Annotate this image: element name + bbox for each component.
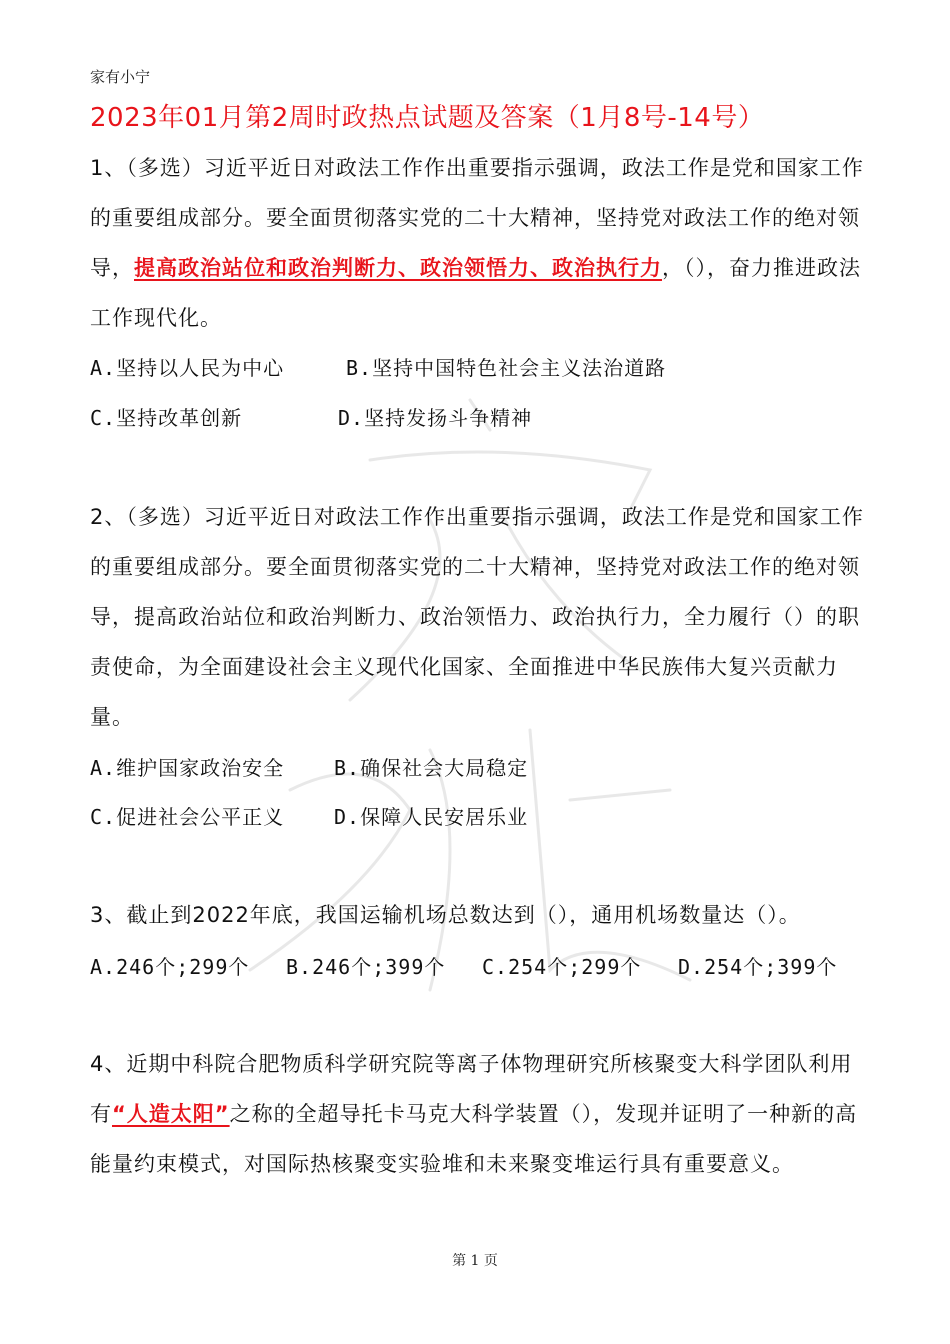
question-2-option-c[interactable]: C.促进社会公平正义 — [90, 805, 285, 829]
question-1-text-b: ，（），奋力推进政法工作现代化。 — [90, 256, 861, 330]
question-3-option-b[interactable]: B.246个;399个 — [286, 955, 446, 979]
question-4-text — [90, 1039, 870, 1189]
question-2-options-row-2 — [90, 801, 870, 830]
question-1-option-b[interactable]: B.坚持中国特色社会主义法治道路 — [346, 356, 667, 380]
question-2-text: 2、（多选）习近平近日对政法工作作出重要指示强调，政法工作是党和国家工作的重要组成部分。要全面贯彻落实党的二十大精神，坚持党对政法工作的绝对领导，提高政治站位和政治判断力、政治领悟力、政治执行力，全力履行（）的职责使命，为全面建设社会主义现代化国家、全面推进中华民族伟大复兴贡献力量。 — [90, 505, 864, 729]
question-3-option-d[interactable]: D.254个;399个 — [678, 955, 838, 979]
question-2-option-d[interactable]: D.保障人民安居乐业 — [334, 805, 529, 829]
question-1-text-a: 1、（多选）习近平近日对政法工作作出重要指示强调，政法工作是党和国家工作的重要组成部分。要全面贯彻落实党的二十大精神，坚持党对政法工作的绝对领导， — [90, 156, 864, 280]
question-1-option-c[interactable]: C.坚持改革创新 — [90, 406, 243, 430]
question-4-text-b: 之称的全超导托卡马克大科学装置（），发现并证明了一种新的高能量约束模式，对国际热核聚变实验堆和未来聚变堆运行具有重要意义。 — [90, 1102, 858, 1176]
question-4-text-a: 4、近期中科院合肥物质科学研究院等离子体物理研究所核聚变大科学团队利用有 — [90, 1052, 853, 1126]
question-2-option-b[interactable]: B.确保社会大局稳定 — [334, 756, 529, 780]
question-1-options-row-2 — [90, 402, 870, 431]
question-1-options-row-1 — [90, 352, 870, 381]
header-note: 家有小宁 — [90, 68, 151, 86]
question-1-highlight: 提高政治站位和政治判断力、政治领悟力、政治执行力 — [134, 256, 662, 280]
question-1-option-a[interactable]: A.坚持以人民为中心 — [90, 356, 285, 380]
question-3-option-a[interactable]: A.246个;299个 — [90, 955, 250, 979]
question-1-text — [90, 143, 870, 343]
question-1-option-d[interactable]: D.坚持发扬斗争精神 — [338, 406, 533, 430]
question-2-option-a[interactable]: A.维护国家政治安全 — [90, 756, 285, 780]
question-3-option-c[interactable]: C.254个;299个 — [482, 955, 642, 979]
question-3-text: 3、截止到2022年底，我国运输机场总数达到（），通用机场数量达（）。 — [90, 903, 801, 927]
document-title: 2023年01月第2周时政热点试题及答案（1月8号-14号） — [90, 103, 765, 133]
question-2-options-row-1 — [90, 752, 870, 781]
question-4-highlight: “人造太阳” — [112, 1102, 230, 1126]
page-footer: 第 1 页 — [452, 1253, 498, 1269]
question-3-options-row — [90, 951, 870, 980]
